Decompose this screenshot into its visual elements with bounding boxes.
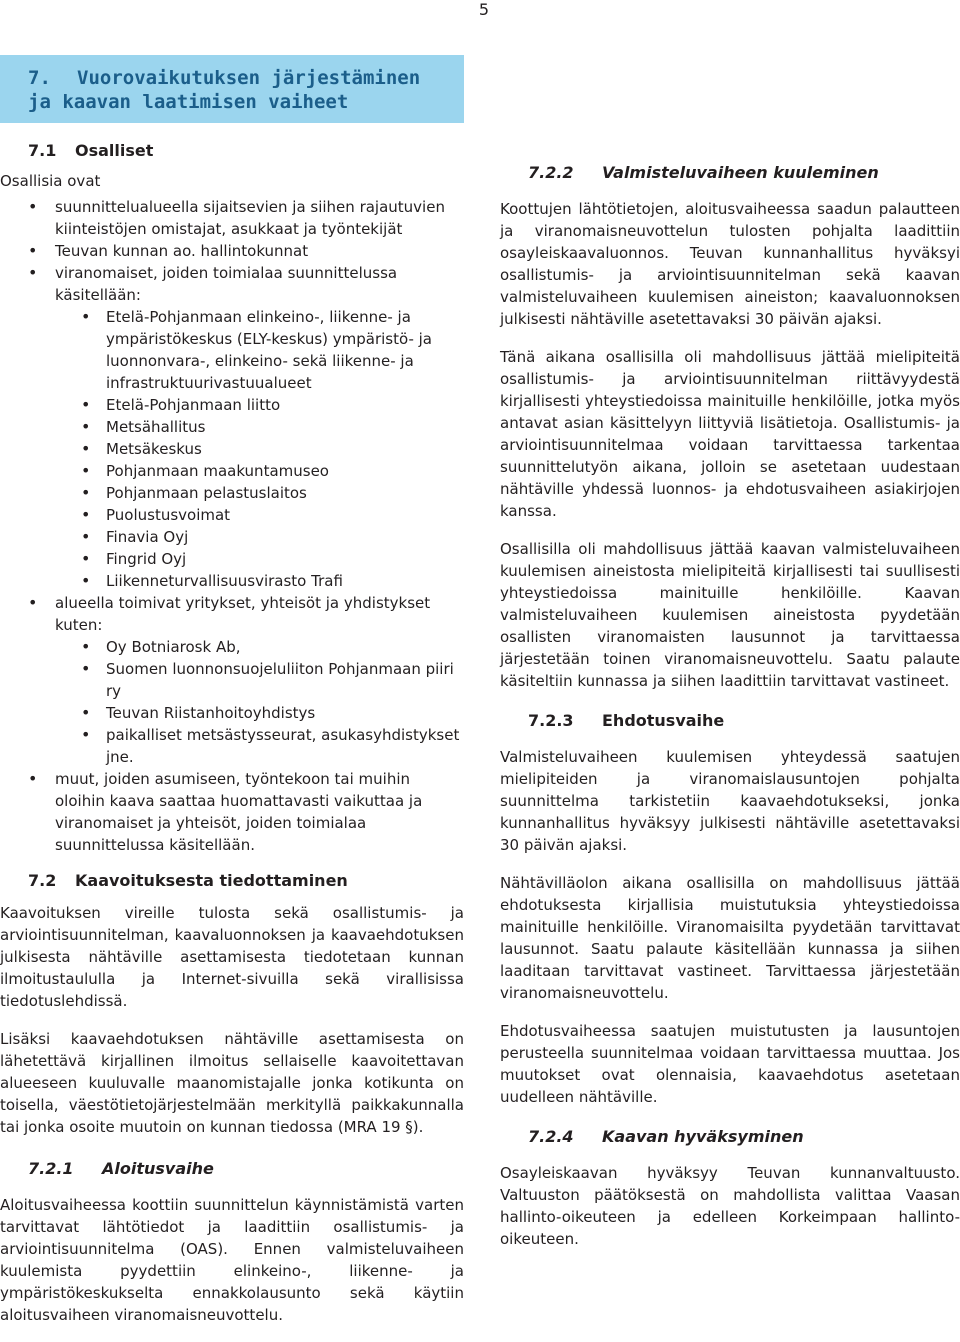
paragraph: Ehdotusvaiheessa saatujen muistutusten ja lausuntojen perusteella suunnitelmaa voidaan tarvittaessa muuttaa. Jos muutokset ovat olennaisia, kaavaehdotus asetetaan uudelleen nähtäville. — [500, 1022, 960, 1106]
section-title: Ehdotusvaihe — [602, 711, 725, 730]
list-item — [55, 416, 464, 438]
list-item-text: Oy Botniarosk Ab, — [106, 638, 241, 656]
list-item — [55, 636, 464, 658]
list-item-text: Teuvan Riistanhoitoyhdistys — [106, 704, 316, 722]
section-number: 7.2.1 — [28, 1159, 74, 1178]
left-column — [0, 140, 464, 1342]
section-heading-7-2-4 — [500, 1126, 960, 1148]
section-heading-7-2-3 — [500, 710, 960, 732]
paragraph: Aloitusvaiheessa koottiin suunnittelun käynnistämistä varten tarvittavat lähtötiedot ja laadittiin osallistumis- ja arviointisuunnitelma (OAS). Ennen valmisteluvaiheen kuulemista pyydettiin elinkeino-, liikenne- ja ympäristökeskukselta ennakkolausunto sekä käytiin aloitusvaiheen viranomaisneuvottelu. — [0, 1196, 464, 1324]
list-item — [0, 262, 464, 592]
list-item — [55, 460, 464, 482]
paragraph: Koottujen lähtötietojen, aloitusvaiheessa saadun palautteen ja viranomaisneuvottelun tulosten pohjalta laadittiin osayleiskaavaluonnos. Teuvan kunnanhallitus hyväksyi osallistumis- ja arviointisuunnitelman sekä kaavan valmisteluvaiheen kuulemisen aineiston; kaavaluonnoksen julkisesti nähtäville asetettavaksi 30 päivän ajaksi. — [500, 200, 960, 328]
list-item-text: Finavia Oyj — [106, 528, 189, 546]
participants-list — [0, 196, 464, 856]
list-item-text: muut, joiden asumiseen, työntekoon tai muihin oloihin kaava saattaa huomattavasti vaikuttaa ja viranomaiset ja yhteisöt, joiden toimialaa suunnittelussa käsitellään. — [55, 770, 423, 854]
list-item-text: paikalliset metsästysseurat, asukasyhdistykset jne. — [106, 726, 460, 766]
list-item — [55, 482, 464, 504]
authorities-list — [55, 306, 464, 592]
intro-text: Osallisia ovat — [0, 172, 101, 190]
list-item — [55, 394, 464, 416]
paragraph: Tänä aikana osallisilla oli mahdollisuus jättää mielipiteitä osallistumis- ja arviointisuunnitelman riittävyydestä kirjallisesti yhteystiedoissa mainituille henkilöille, jotka myös antavat asian käsittelyyn liittyviä lisätietoja. Osallistumis- ja arviointisuunnitelmaa voidaan tarvittaessa tarkentaa suunnittelutyön aikana, jolloin se asetetaan uudestaan nähtäville yhdessä luonnos- ja ehdotusvaiheen asiakirjojen kanssa. — [500, 348, 960, 520]
section-heading-7-2-2 — [500, 162, 960, 184]
list-item — [55, 548, 464, 570]
list-item-text: Puolustusvoimat — [106, 506, 231, 524]
chapter-heading — [0, 55, 464, 123]
list-item — [0, 196, 464, 240]
list-item — [55, 526, 464, 548]
list-item-text: Metsähallitus — [106, 418, 206, 436]
list-item-text: viranomaiset, joiden toimialaa suunnittelussa käsitellään: — [55, 264, 398, 304]
list-item — [55, 724, 464, 768]
section-heading-7-2 — [0, 870, 464, 892]
list-item-text: Etelä-Pohjanmaan liitto — [106, 396, 281, 414]
list-item — [55, 570, 464, 592]
paragraph: Nähtävilläolon aikana osallisilla on mahdollisuus jättää ehdotuksesta kirjallisia muistutuksia yhteystiedoissa mainituille henkilöille. Viranomaisilta pyydetään tarvittavat lausunnot. Saatu palaute käsitellään kunnassa ja siihen laaditaan tarvittavat vastineet. Tarvittaessa järjestetään viranomaisneuvottelu. — [500, 874, 960, 1002]
list-item — [55, 306, 464, 394]
chapter-title-line-1 — [28, 66, 464, 90]
paragraph: Kaavoituksen vireille tulosta sekä osallistumis- ja arviointisuunnitelman, kaavaluonnoksen ja kaavaehdotuksen julkisesta nähtäville asettamisesta tiedotetaan kunnan ilmoitustaululla ja Internet-sivuilla sekä virallisissa tiedotuslehdissä. — [0, 904, 464, 1010]
section-number: 7.2.4 — [528, 1127, 574, 1146]
section-heading-7-2-1 — [0, 1158, 464, 1180]
list-item — [0, 240, 464, 262]
paragraph: Osayleiskaavan hyväksyy Teuvan kunnanvaltuusto. Valtuuston päätöksestä on mahdollista valittaa Vaasan hallinto-oikeuteen ja edelleen Korkeimpaan hallinto-oikeuteen. — [500, 1164, 960, 1248]
list-item — [0, 768, 464, 856]
list-item-text: Teuvan kunnan ao. hallintokunnat — [55, 242, 309, 260]
list-item-text: Suomen luonnonsuojeluliiton Pohjanmaan piiri ry — [106, 660, 454, 700]
list-item-text: alueella toimivat yritykset, yhteisöt ja yhdistykset kuten: — [55, 594, 431, 634]
list-item-text: Pohjanmaan maakuntamuseo — [106, 462, 329, 480]
chapter-title-1: Vuorovaikutuksen järjestäminen — [77, 67, 421, 89]
section-title: Osalliset — [75, 141, 154, 160]
chapter-number: 7. — [28, 67, 51, 89]
list-item-text: Fingrid Oyj — [106, 550, 187, 568]
paragraph: Valmisteluvaiheen kuulemisen yhteydessä saatujen mielipiteiden ja viranomaislausuntojen pohjalta suunnittelma tarkistetiin kaavaehdotukseksi, jonka kunnanhallitus hyväksyy julkisesti nähtäville asetettavaksi 30 päivän ajaksi. — [500, 748, 960, 854]
section-number: 7.2.2 — [528, 163, 574, 182]
list-item-text: Metsäkeskus — [106, 440, 202, 458]
right-column — [500, 162, 960, 1266]
paragraph: Osallisilla oli mahdollisuus jättää kaavan valmisteluvaiheen kuulemisen aineistosta mielipiteitä kirjallisesti tai suullisesti yhteystiedoissa mainituille henkilöille. Kaavan valmisteluvaiheen kuulemisen aineistosta pyydetään osallisten viranomaisten lausunnot ja tarvittaessa järjestetään toinen viranomaisneuvottelu. Saatu palaute käsiteltiin kunnassa ja siihen laadittiin tarvittavat vastineet. — [500, 540, 960, 690]
list-item-text: Pohjanmaan pelastuslaitos — [106, 484, 307, 502]
list-item — [55, 658, 464, 702]
page-number: 5 — [478, 0, 490, 19]
organizations-list — [55, 636, 464, 768]
section-number: 7.2.3 — [528, 711, 574, 730]
section-number: 7.1 — [28, 141, 57, 160]
paragraph: Lisäksi kaavaehdotuksen nähtäville asettamisesta on lähetettävä kirjallinen ilmoitus sellaiselle kaavoitettavan alueeseen kuuluvalle maanomistajalle jonka kotikunta on toisella, väestötietojärjestelmään merkityllä paikkakunnalla tai jonka osoite muutoin on kunnan tiedossa (MRA 19 §). — [0, 1030, 464, 1136]
section-title: Kaavan hyväksyminen — [602, 1127, 804, 1146]
list-item — [55, 504, 464, 526]
list-item — [55, 438, 464, 460]
list-item-text: Etelä-Pohjanmaan elinkeino-, liikenne- ja ympäristökeskus (ELY-keskus) ympäristö- ja luonnonvara-, elinkeino- sekä liikenne- ja infrastruktuurivastuualueet — [106, 308, 433, 392]
section-title: Valmisteluvaiheen kuuleminen — [602, 163, 879, 182]
list-item — [55, 702, 464, 724]
list-item-text: suunnittelualueella sijaitsevien ja siihen rajautuvien kiinteistöjen omistajat, asukkaat ja työntekijät — [55, 198, 445, 238]
section-heading-7-1 — [0, 140, 464, 162]
section-title: Aloitusvaihe — [102, 1159, 214, 1178]
section-title: Kaavoituksesta tiedottaminen — [75, 871, 348, 890]
list-item-text: Liikenneturvallisuusvirasto Trafi — [106, 572, 343, 590]
chapter-title-2: ja kaavan laatimisen vaiheet — [28, 91, 349, 113]
section-number: 7.2 — [28, 871, 57, 890]
list-item — [0, 592, 464, 768]
chapter-title-line-2 — [28, 90, 464, 114]
